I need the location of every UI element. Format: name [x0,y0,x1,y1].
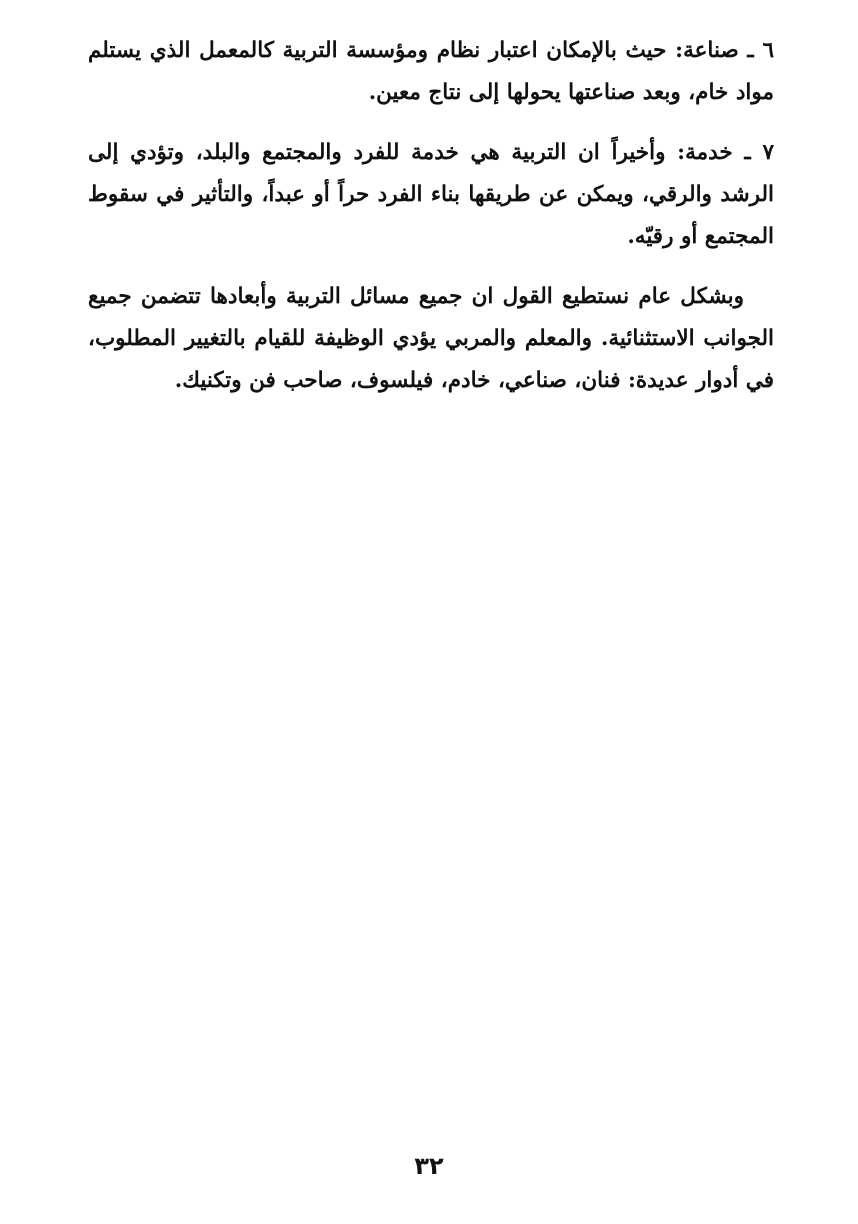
paragraph-item-7-service: ٧ ـ خدمة: وأخيراً ان التربية هي خدمة للفرد والمجتمع والبلد، وتؤدي إلى الرشد والرقي، ويمكن عن طريقها بناء الفرد حراً أو عبداً، والتأثير في سقوط المجتمع أو رقيّه. [88,140,774,249]
page-body [88,30,774,420]
paragraph-conclusion: وبشكل عام نستطيع القول ان جميع مسائل التربية وأبعادها تتضمن جميع الجوانب الاستثنائية. والمعلم والمربي يؤدي الوظيفة للقيام بالتغيير المطلوب، في أدوار عديدة: فنان، صناعي، خادم، فيلسوف، صاحب فن وتكنيك. [88,284,774,393]
page-number: ٣٢ [414,1152,444,1180]
paragraph-item-6-industry: ٦ ـ صناعة: حيث بالإمكان اعتبار نظام ومؤسسة التربية كالمعمل الذي يستلم مواد خام، وبعد صناعتها يحولها إلى نتاج معين. [88,38,774,105]
